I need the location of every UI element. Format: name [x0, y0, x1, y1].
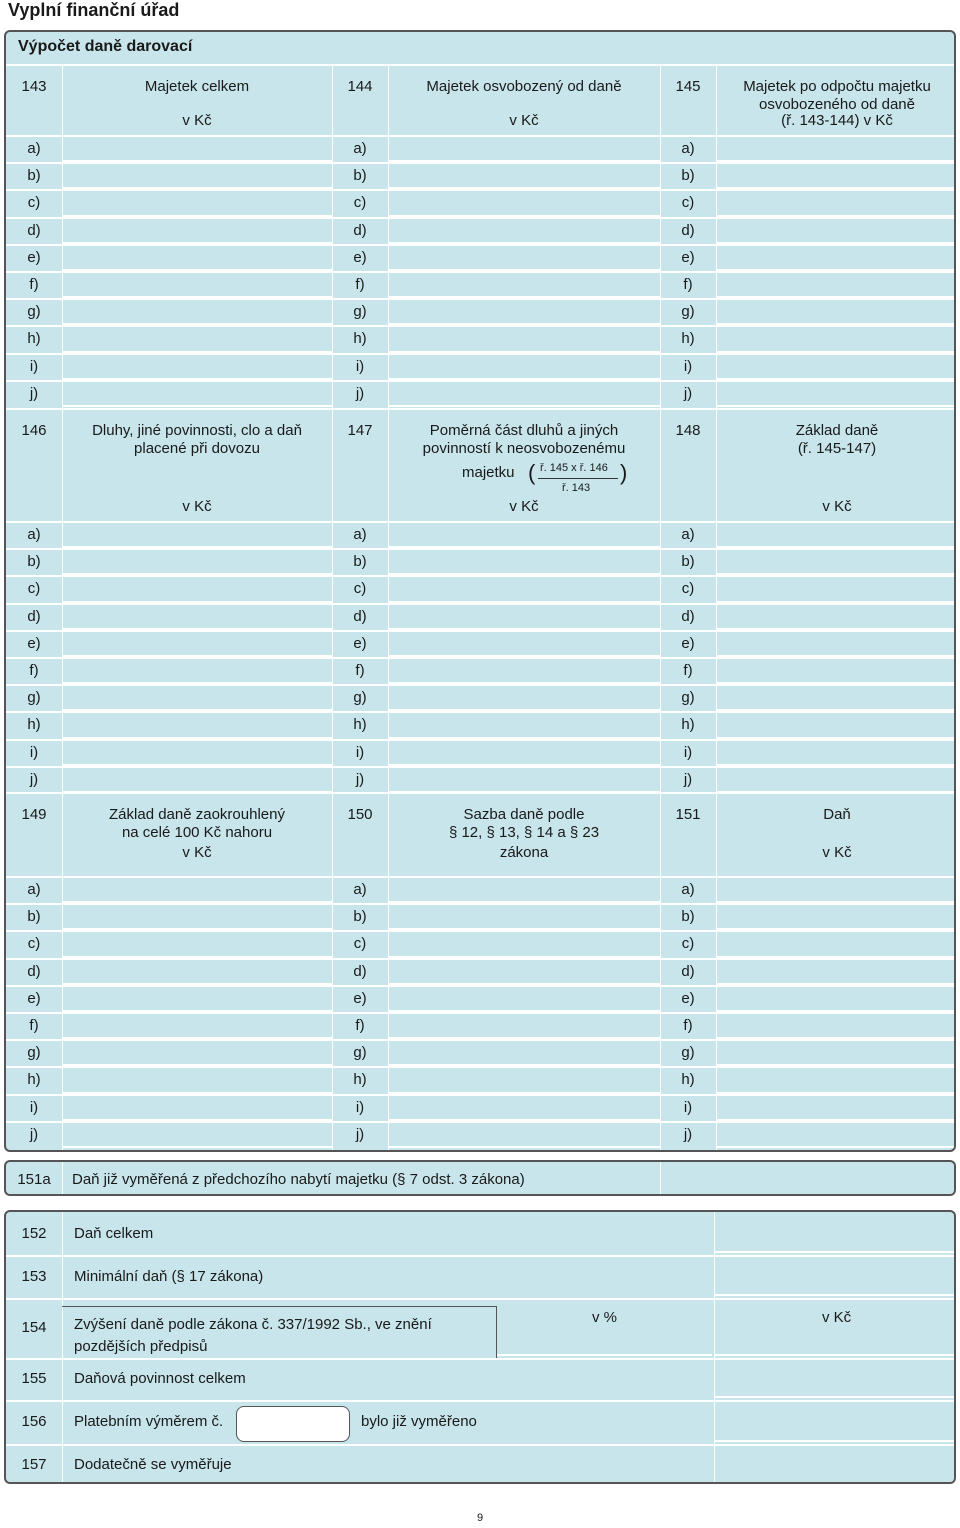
row-151a-input[interactable]	[661, 1164, 956, 1196]
block3-col3-number: 151	[675, 806, 701, 823]
row-divider	[6, 792, 956, 794]
block3-col2-input-3[interactable]	[389, 960, 660, 985]
block2-col1-input-9[interactable]	[63, 768, 332, 793]
block2-col3-row-label: g)	[681, 689, 695, 707]
block2-col1-number: 146	[21, 422, 47, 439]
block1-col1-row-label: h)	[27, 330, 41, 348]
row-151a-label: Daň již vyměřená z předchozího nabytí majetku (§ 7 odst. 3 zákona)	[72, 1171, 525, 1188]
row-156-assessment-number-input[interactable]	[236, 1406, 350, 1442]
block3-col2-input-2[interactable]	[389, 932, 660, 957]
block1-col1-input-8[interactable]	[63, 355, 332, 380]
block1-col1-input-1[interactable]	[63, 164, 332, 189]
block2-col3-row-label: c)	[681, 580, 695, 598]
block3-col1-number: 149	[21, 806, 47, 823]
block1-col2-row-label: a)	[353, 140, 367, 157]
block3-col1-input-5[interactable]	[63, 1014, 332, 1039]
block1-col3-row-label: f)	[683, 276, 693, 293]
block2-col2-row-label: j)	[355, 770, 365, 788]
row-156-input[interactable]	[715, 1402, 956, 1442]
block2-col2-input-1[interactable]	[389, 550, 660, 575]
block3-col3-row-label: g)	[681, 1044, 695, 1062]
block1-col3-row-label: j)	[683, 384, 693, 402]
block3-col1-input-8[interactable]	[63, 1096, 332, 1121]
block2-col1-input-3[interactable]	[63, 605, 332, 630]
block1-col1-input-2[interactable]	[63, 191, 332, 216]
fraction-bar	[538, 478, 618, 479]
row-156-number: 156	[21, 1413, 47, 1430]
block2-col2-number: 147	[347, 422, 373, 439]
block1-col1-row-label: c)	[27, 194, 41, 212]
block2-col1-row-label: j)	[29, 770, 39, 788]
block1-col2-input-7[interactable]	[389, 327, 660, 352]
block2-col1-input-4[interactable]	[63, 632, 332, 657]
block1-col2-row-label: f)	[355, 276, 365, 293]
block3-col1-row-label: j)	[29, 1125, 39, 1143]
block3-col2-input-0[interactable]	[389, 878, 660, 903]
block2-col2-input-3[interactable]	[389, 605, 660, 630]
block3-col2-input-8[interactable]	[389, 1096, 660, 1121]
block2-col3-input-9[interactable]	[717, 768, 956, 793]
section-title: Výpočet daně darovací	[18, 38, 193, 55]
block2-col2-input-8[interactable]	[389, 741, 660, 766]
block3-col2-title: Sazba daně podle	[463, 806, 585, 823]
block2-col1-row-label: b)	[27, 553, 41, 571]
block2-col1-input-0[interactable]	[63, 523, 332, 548]
block1-col1-unit: v Kč	[182, 112, 212, 129]
block2-col1-row-label: a)	[27, 526, 41, 543]
block3-col1-row-label: a)	[27, 881, 41, 898]
block3-col2-unit: zákona	[499, 844, 549, 861]
block1-col3-row-label: h)	[681, 330, 695, 348]
row-157-label: Dodatečně se vyměřuje	[74, 1456, 232, 1473]
block3-col1-title: Základ daně zaokrouhlený	[109, 806, 285, 823]
block1-col3-input-9[interactable]	[717, 382, 956, 407]
block3-col3-row-label: f)	[683, 1017, 693, 1034]
block1-col2-row-label: b)	[353, 167, 367, 185]
block2-col2-unit: v Kč	[509, 498, 539, 515]
block3-col2-subtitle: § 12, § 13, § 14 a § 23	[448, 824, 600, 841]
block3-col2-input-4[interactable]	[389, 987, 660, 1012]
block3-col2-row-label: b)	[353, 908, 367, 926]
block1-col1-input-4[interactable]	[63, 246, 332, 271]
tax-calculation-section	[4, 30, 956, 1152]
block1-col3-input-3[interactable]	[717, 219, 956, 244]
block2-col3-row-label: d)	[681, 607, 695, 625]
block3-col3-unit: v Kč	[822, 844, 852, 861]
block2-col1-input-6[interactable]	[63, 686, 332, 711]
block2-col1-row-label: h)	[27, 716, 41, 734]
block2-col3-input-5[interactable]	[717, 659, 956, 684]
block1-col2-row-label: c)	[353, 194, 367, 212]
block2-col1-title: Dluhy, jiné povinnosti, clo a daň	[92, 422, 302, 439]
summary-section	[4, 1210, 956, 1484]
block3-col1-input-1[interactable]	[63, 905, 332, 930]
block1-col3-input-4[interactable]	[717, 246, 956, 271]
block1-col2-row-label: h)	[353, 330, 367, 348]
block3-col2-row-label: f)	[355, 1017, 365, 1034]
block1-col1-number: 143	[21, 78, 47, 95]
block1-col3-number: 145	[675, 78, 701, 95]
block1-col3-row-label: b)	[681, 167, 695, 185]
block3-col3-row-label: d)	[681, 962, 695, 980]
block1-col2-input-5[interactable]	[389, 273, 660, 298]
close-paren-icon: )	[620, 460, 628, 485]
block1-col2-unit: v Kč	[509, 112, 539, 129]
block1-col2-row-label: d)	[353, 221, 367, 239]
block1-col3-input-5[interactable]	[717, 273, 956, 298]
block1-col1-row-label: i)	[29, 357, 39, 375]
block1-col1-title: Majetek celkem	[144, 78, 250, 95]
block1-col3-row-label: i)	[683, 357, 693, 375]
page-title: Vyplní finanční úřad	[8, 0, 180, 20]
block1-col3-row-label: g)	[681, 303, 695, 321]
row-157-number: 157	[21, 1456, 47, 1473]
block2-col1-input-8[interactable]	[63, 741, 332, 766]
block2-col2-row-label: a)	[353, 526, 367, 543]
row-154-label-line2: pozdějších předpisů	[74, 1338, 208, 1355]
row-154-number: 154	[21, 1319, 47, 1336]
block2-col3-row-label: a)	[681, 526, 695, 543]
block3-col2-row-label: a)	[353, 881, 367, 898]
block2-col3-input-1[interactable]	[717, 550, 956, 575]
block1-col3-title: Majetek po odpočtu majetku	[743, 78, 931, 95]
block3-col1-input-7[interactable]	[63, 1068, 332, 1093]
block1-col1-row-label: j)	[29, 384, 39, 402]
block2-col1-row-label: c)	[27, 580, 41, 598]
block2-col3-row-label: h)	[681, 716, 695, 734]
row-156-label: Platebním výměrem č.	[74, 1413, 224, 1430]
block3-col3-input-7[interactable]	[717, 1068, 956, 1093]
block1-col1-row-label: f)	[29, 276, 39, 293]
block3-col2-input-6[interactable]	[389, 1041, 660, 1066]
block3-col2-row-label: i)	[355, 1098, 365, 1116]
block2-col3-subtitle: (ř. 145-147)	[797, 440, 877, 457]
block1-col3-unit: (ř. 143-144) v Kč	[781, 112, 893, 129]
block2-col2-row-label: e)	[353, 634, 367, 652]
block1-col2-row-label: g)	[353, 303, 367, 321]
row-157-input[interactable]	[715, 1446, 956, 1484]
row-153-input[interactable]	[715, 1257, 956, 1296]
block2-col1-input-7[interactable]	[63, 713, 332, 738]
block2-col3-input-6[interactable]	[717, 686, 956, 711]
block2-col1-row-label: f)	[29, 662, 39, 679]
block3-col1-unit: v Kč	[182, 844, 212, 861]
block3-col1-row-label: g)	[27, 1044, 41, 1062]
block2-col1-row-label: d)	[27, 607, 41, 625]
block3-col2-number: 150	[347, 806, 373, 823]
block3-col1-row-label: c)	[27, 935, 41, 953]
block2-col1-input-5[interactable]	[63, 659, 332, 684]
block3-col1-input-6[interactable]	[63, 1041, 332, 1066]
block3-col3-input-4[interactable]	[717, 987, 956, 1012]
block2-col1-input-2[interactable]	[63, 577, 332, 602]
block3-col2-row-label: e)	[353, 989, 367, 1007]
block2-col2-row-label: b)	[353, 553, 367, 571]
block2-col2-title: Poměrná část dluhů a jiných	[429, 422, 619, 439]
row-divider	[62, 1306, 497, 1307]
block2-col2-row-label: c)	[353, 580, 367, 598]
block1-col3-input-6[interactable]	[717, 300, 956, 325]
block1-col1-input-5[interactable]	[63, 273, 332, 298]
open-paren-icon: (	[528, 460, 536, 485]
block1-col1-input-3[interactable]	[63, 219, 332, 244]
block3-col3-input-6[interactable]	[717, 1041, 956, 1066]
block1-col1-input-9[interactable]	[63, 382, 332, 407]
block1-col3-row-label: a)	[681, 140, 695, 157]
block3-col1-input-3[interactable]	[63, 960, 332, 985]
block3-col2-row-label: h)	[353, 1071, 367, 1089]
block3-col1-row-label: d)	[27, 962, 41, 980]
block1-col3-input-0[interactable]	[717, 137, 956, 162]
block2-col3-row-label: e)	[681, 634, 695, 652]
block1-col2-row-label: i)	[355, 357, 365, 375]
block1-col2-input-1[interactable]	[389, 164, 660, 189]
block2-col3-row-label: b)	[681, 553, 695, 571]
block2-col2-input-0[interactable]	[389, 523, 660, 548]
block3-col3-row-label: h)	[681, 1071, 695, 1089]
block1-col3-input-2[interactable]	[717, 191, 956, 216]
block3-col3-input-0[interactable]	[717, 878, 956, 903]
block2-col3-row-label: j)	[683, 770, 693, 788]
block1-col2-input-6[interactable]	[389, 300, 660, 325]
row-155-number: 155	[21, 1370, 47, 1387]
block1-col1-row-label: e)	[27, 248, 41, 266]
block2-col2-row-label: h)	[353, 716, 367, 734]
block2-col3-input-4[interactable]	[717, 632, 956, 657]
block3-col3-input-8[interactable]	[717, 1096, 956, 1121]
block3-col3-row-label: b)	[681, 908, 695, 926]
block2-col3-input-0[interactable]	[717, 523, 956, 548]
block3-col1-row-label: e)	[27, 989, 41, 1007]
block1-col2-row-label: e)	[353, 248, 367, 266]
block1-col1-row-label: b)	[27, 167, 41, 185]
block2-col2-row-label: d)	[353, 607, 367, 625]
row-154-label-line1: Zvýšení daně podle zákona č. 337/1992 Sb., ve znění	[74, 1316, 432, 1333]
block2-col1-row-label: g)	[27, 689, 41, 707]
block2-col2-line3: majetku	[462, 464, 515, 481]
fraction-numerator: ř. 145 x ř. 146	[540, 462, 608, 474]
row-154-unit-kc: v Kč	[822, 1309, 852, 1326]
block3-col2-row-label: j)	[355, 1125, 365, 1143]
block3-col2-input-9[interactable]	[389, 1123, 660, 1148]
block1-col2-title: Majetek osvobozený od daně	[426, 78, 622, 95]
block2-col2-input-5[interactable]	[389, 659, 660, 684]
block2-col2-input-7[interactable]	[389, 713, 660, 738]
block2-col2-row-label: i)	[355, 743, 365, 761]
block2-col3-number: 148	[675, 422, 701, 439]
block1-col2-input-2[interactable]	[389, 191, 660, 216]
block1-col1-input-7[interactable]	[63, 327, 332, 352]
row-153-label: Minimální daň (§ 17 zákona)	[74, 1267, 264, 1285]
block3-col1-input-0[interactable]	[63, 878, 332, 903]
block3-col1-row-label: f)	[29, 1017, 39, 1034]
block1-col3-row-label: e)	[681, 248, 695, 266]
block1-col3-input-8[interactable]	[717, 355, 956, 380]
block1-col2-input-8[interactable]	[389, 355, 660, 380]
block2-col2-subtitle: povinností k neosvobozenému	[422, 440, 626, 457]
block1-col1-row-label: g)	[27, 303, 41, 321]
block3-col2-input-7[interactable]	[389, 1068, 660, 1093]
block3-col3-input-5[interactable]	[717, 1014, 956, 1039]
block3-col1-row-label: h)	[27, 1071, 41, 1089]
block3-col3-row-label: j)	[683, 1125, 693, 1143]
block2-col1-row-label: i)	[29, 743, 39, 761]
block1-col1-row-label: a)	[27, 140, 41, 157]
block1-col3-input-1[interactable]	[717, 164, 956, 189]
block2-col3-input-8[interactable]	[717, 741, 956, 766]
block2-col3-input-2[interactable]	[717, 577, 956, 602]
block1-col2-row-label: j)	[355, 384, 365, 402]
block3-col1-row-label: b)	[27, 908, 41, 926]
block3-col3-row-label: c)	[681, 935, 695, 953]
block1-col2-input-4[interactable]	[389, 246, 660, 271]
block2-col3-row-label: i)	[683, 743, 693, 761]
block2-col1-unit: v Kč	[182, 498, 212, 515]
block1-col2-input-3[interactable]	[389, 219, 660, 244]
block2-col3-input-7[interactable]	[717, 713, 956, 738]
block2-col2-row-label: g)	[353, 689, 367, 707]
block2-col3-unit: v Kč	[822, 498, 852, 515]
block2-col2-input-9[interactable]	[389, 768, 660, 793]
block3-col2-input-1[interactable]	[389, 905, 660, 930]
block3-col2-input-5[interactable]	[389, 1014, 660, 1039]
block3-col3-input-9[interactable]	[717, 1123, 956, 1148]
block2-col3-row-label: f)	[683, 662, 693, 679]
block2-col3-title: Základ daně	[795, 422, 879, 439]
row-154-percent-input[interactable]	[497, 1330, 712, 1356]
block3-col3-title: Daň	[823, 806, 851, 823]
block2-col2-input-6[interactable]	[389, 686, 660, 711]
block1-col3-subtitle: osvobozeného od daně	[759, 96, 915, 113]
block3-col2-row-label: d)	[353, 962, 367, 980]
column-divider	[332, 408, 333, 792]
block3-col3-row-label: i)	[683, 1098, 693, 1116]
fraction-denominator: ř. 143	[562, 482, 591, 494]
block3-col1-input-9[interactable]	[63, 1123, 332, 1148]
block1-col2-number: 144	[347, 78, 373, 95]
block3-col3-row-label: a)	[681, 881, 695, 898]
block2-col1-row-label: e)	[27, 634, 41, 652]
row-152-label: Daň celkem	[74, 1224, 154, 1242]
row-152-input[interactable]	[715, 1214, 956, 1253]
block2-col2-input-2[interactable]	[389, 577, 660, 602]
row-152-number: 152	[21, 1224, 47, 1242]
column-divider	[62, 1162, 63, 1196]
row-155-input[interactable]	[715, 1360, 956, 1398]
block2-col3-input-3[interactable]	[717, 605, 956, 630]
row-divider	[6, 408, 956, 410]
block3-col2-row-label: c)	[353, 935, 367, 953]
block2-col2-row-label: f)	[355, 662, 365, 679]
block3-col1-input-2[interactable]	[63, 932, 332, 957]
block2-col2-input-4[interactable]	[389, 632, 660, 657]
row-divider	[6, 64, 956, 66]
block1-col2-input-0[interactable]	[389, 137, 660, 162]
row-154-unit-percent: v %	[592, 1309, 618, 1326]
row-151a-number: 151a	[17, 1171, 51, 1188]
block3-col2-row-label: g)	[353, 1044, 367, 1062]
row-153-number: 153	[21, 1267, 47, 1285]
block1-col1-input-0[interactable]	[63, 137, 332, 162]
row-156-suffix: bylo již vyměřeno	[361, 1413, 477, 1430]
block1-col3-row-label: d)	[681, 221, 695, 239]
block1-col2-input-9[interactable]	[389, 382, 660, 407]
page-number: 9	[476, 1512, 484, 1524]
block2-col1-input-1[interactable]	[63, 550, 332, 575]
block3-col3-input-3[interactable]	[717, 960, 956, 985]
block1-col1-row-label: d)	[27, 221, 41, 239]
block3-col1-input-4[interactable]	[63, 987, 332, 1012]
block3-col3-row-label: e)	[681, 989, 695, 1007]
block2-col1-subtitle: placené při dovozu	[134, 440, 260, 457]
block1-col3-row-label: c)	[681, 194, 695, 212]
block3-col1-subtitle: na celé 100 Kč nahoru	[121, 824, 273, 841]
block1-col3-input-7[interactable]	[717, 327, 956, 352]
block3-col3-input-1[interactable]	[717, 905, 956, 930]
row-151a-section	[4, 1160, 956, 1196]
row-155-label: Daňová povinnost celkem	[74, 1370, 246, 1387]
column-divider	[660, 408, 661, 792]
block3-col1-row-label: i)	[29, 1098, 39, 1116]
block3-col3-input-2[interactable]	[717, 932, 956, 957]
block1-col1-input-6[interactable]	[63, 300, 332, 325]
